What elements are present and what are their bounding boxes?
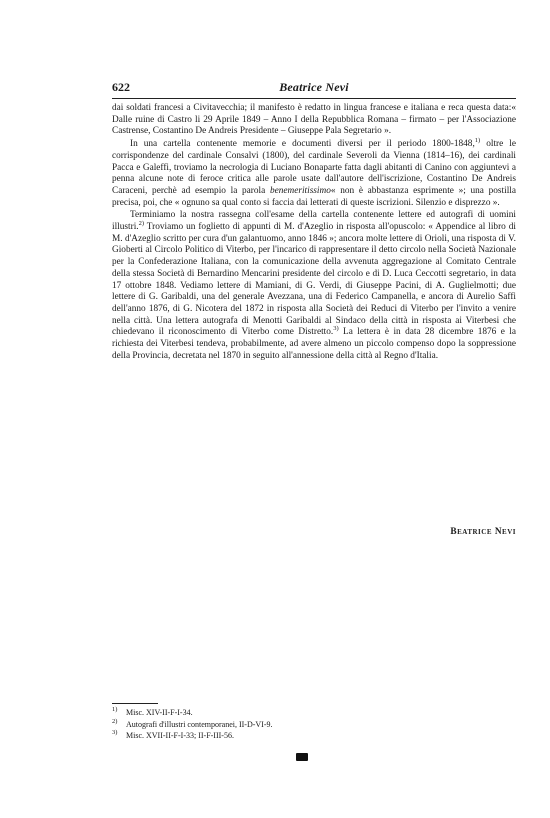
note-reference: 3) [333,325,339,333]
page-header [112,80,516,94]
footnote-text: Misc. XVII-II-F-I-33; II-F-III-56. [126,731,234,740]
ink-blot [296,753,308,761]
header-rule [112,98,516,99]
note-reference: 2) [138,219,145,227]
paragraph-3: Terminiamo la nostra rassegna coll'esame della cartella contenente lettere ed autografi di uomini illustri.$^{2)}$ Troviamo un foglietto di appunti di M. d'Azeglio in risposta all'opuscolo: « Appendice al libro di M. d'Azeglio scritto per cura d'un galantuomo, anno 1846 »; ancora molte lettere di Orioli, una risposta di V. Gioberti al Circolo Politico di Viterbo, per l'incarico di rappresentare il detto circolo nella Società Nazionale per la Confederazione Italiana, con la comunicazione della avvenuta aggregazione al Comitato Centrale della stessa Società di Bernardino Mencarini presidente del circolo e di D. Luca Ceccotti segretario, in data 17 ottobre 1848. Vediamo lettere di Mamiani, di G. Verdi, di Giuseppe Pacini, di A. Guglielmotti; due lettere di G. Garibaldi, una del generale Avezzana, una di Federico Campanella, e ancora di Aurelio Saffi dell'anno 1876, di G. Nicotera del 1872 in risposta alla Società dei Reduci di Viterbo per l'invito a venire nella città. Una lettera autografa di Menotti Garibaldi al Sindaco della città in risposta ai Viterbesi che chiedevano il riconoscimento di Viterbo come Distretto.$^{3)}$ La lettera è in data 28 dicembre 1876 e la richiesta dei Viterbesi tendeva, probabilmente, ad avere almeno un piccolo compenso dopo la soppressione della Provincia, decretata nel 1870 in seguito all'annessione della città al Regno d'Italia. [112,210,516,361]
body-text [112,103,516,362]
paragraph-2: In una cartella contenente memorie e documenti diversi per il periodo 1800-1848,$^{1)}$ oltre le corrispondenze del cardinale Consalvi (1800), del cardinale Severoli da Vienna (1814–16), dei cardinali Pacca e Galeffi, troviamo la necrologia di Luciano Bonaparte fatta dagli abitanti di Canino con aggiuntevi a penna alcune note di feroce critica alle parole usate dall'autore dell'iscrizione, Costantino De Andreis Caraceni, perchè ad esempio la parola benemeritissimo« non è abbastanza esprimente »; una postilla precisa, poi, che « ognuno sa qual conto si faccia dai letterati di queste iscrizioni. Silenzio e disprezzo ». [112,137,516,208]
footnote-text: Misc. XIV-II-F-I-34. [126,708,193,717]
footnote: $^{2)}$ Autografi d'illustri contemporanei, II-D-VI-9. [112,717,273,729]
author-signature: Beatrice Nevi [450,527,516,537]
paragraph-1: dai soldati francesi a Civitavecchia; il manifesto è redatto in lingua francese e italiana e reca questa data:« Dalle ruine di Castro li 29 Aprile 1849 – Anno I della Repubblica Romana – firmato – per l'Associazione Castrense, Costantino De Andreis Presidente – Giuseppe Pala Segretario ». [112,103,516,137]
page-number: 622 [112,80,130,94]
footnote: $^{1)}$ Misc. XIV-II-F-I-34. [112,706,193,717]
footnotes [112,707,516,742]
footnote-rule [112,703,158,704]
footnote: $^{3)}$ Misc. XVII-II-F-I-33; II-F-III-56. [112,729,234,740]
note-reference: 1) [474,137,481,145]
running-title: Beatrice Nevi [279,80,349,94]
footnote-text: Autografi d'illustri contemporanei, II-D-VI-9. [126,719,273,729]
quoted-word: benemeritissimo [269,185,331,196]
